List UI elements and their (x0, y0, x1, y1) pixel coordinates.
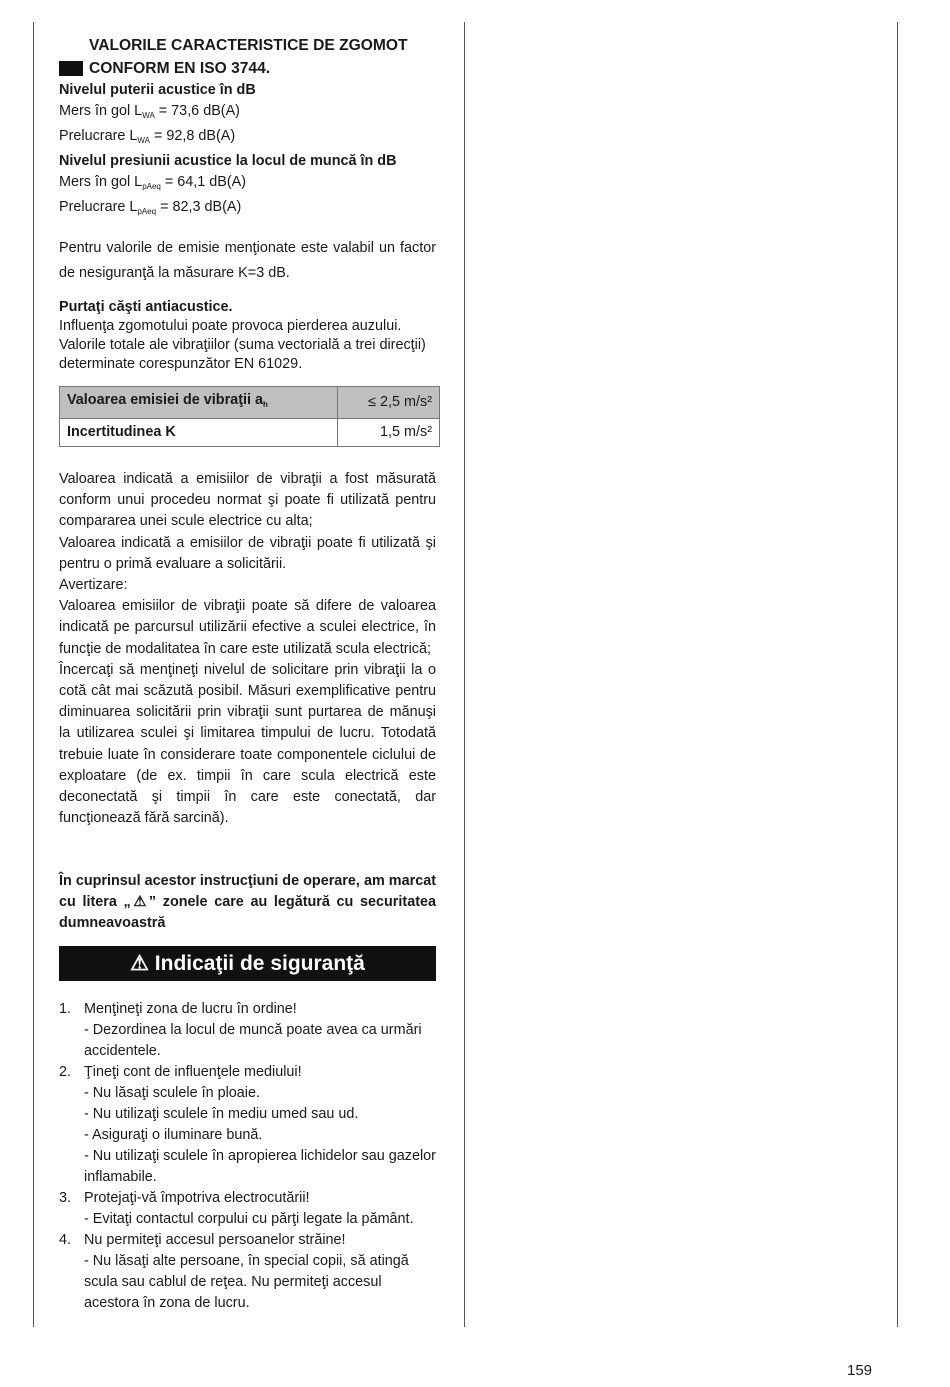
vibration-text (59, 469, 436, 829)
uncertainty-paragraph: Pentru valorile de emisie menţionate este valabil un factor de nesiguranţă la măsurare K=3 dB. (59, 240, 436, 281)
noise-heading (59, 34, 436, 80)
vibration-uncertainty-row (60, 419, 440, 447)
sound-pressure-title: Nivelul presiunii acustice la locul de muncă în dB (59, 153, 397, 169)
list-item-sub: - Nu utilizaţi sculele în apropierea lichidelor sau gazelor inflamabile. (84, 1148, 436, 1186)
list-item: 1. Menţineţi zona de lucru în ordine! - Dezordinea la locul de muncă poate avea ca urmări accidentele. (59, 999, 436, 1062)
list-item-sub: - Evitaţi contactul corpului cu părţi legate la pământ. (84, 1211, 414, 1228)
page-number: 159 (847, 1362, 873, 1379)
black-marker-icon (59, 61, 83, 76)
right-column-rule (897, 22, 898, 1327)
left-column-rule (33, 22, 34, 1327)
list-item-title: Menţineţi zona de lucru în ordine! (84, 1001, 297, 1018)
safety-marker-note: În cuprinsul acestor instrucţiuni de operare, am marcat cu litera „⚠” zonele care au legătură cu securitatea dumneavoastră (59, 873, 436, 932)
list-item-sub: - Nu lăsaţi alte persoane, în special copii, să atingă scula sau cablul de reţea. Nu permiteţi accesul acestora în zona de lucru. (84, 1253, 409, 1312)
noise-heading-line2: CONFORM EN ISO 3744. (89, 60, 271, 77)
center-column-rule (464, 22, 465, 1327)
ear-protection-text: Influenţa zgomotului poate provoca pierderea auzului. Valorile totale ale vibraţiilor (suma vectorială a trei direcţii) determinate corespunzător EN 61029. (59, 318, 426, 372)
safety-list (59, 999, 436, 1314)
vibration-emission-label: Valoarea emisiei de vibraţii $a_h$ (60, 387, 338, 419)
list-item-sub: - Asiguraţi o iluminare bună. (84, 1127, 263, 1144)
list-item-title: Nu permiteţi accesul persoanelor străine! (84, 1232, 346, 1249)
safety-banner: ⚠ Indicaţii de siguranţă (59, 946, 436, 981)
noise-heading-line1: VALORILE CARACTERISTICE DE ZGOMOT (89, 37, 408, 54)
list-item-title: Ţineţi cont de influenţele mediului! (84, 1064, 302, 1081)
vibration-paragraph: Valoarea emisiilor de vibraţii poate să difere de valoarea indicată pe parcursul utilizării efective a sculei electrice, în funcţie de modalitatea în care este utilizată scula electrică; (59, 598, 436, 657)
left-column (59, 34, 436, 1314)
list-item-title: Protejaţi-vă împotriva electrocutării! (84, 1190, 310, 1207)
vibration-paragraph: Valoarea indicată a emisiilor de vibraţii poate fi utilizată şi pentru o primă evaluare a solicitării. (59, 534, 436, 572)
ear-protection-title: Purtaţi căşti antiacustice. (59, 299, 233, 315)
vibration-table (59, 386, 440, 447)
sound-pressure-idle: Mers în gol $L_{pAeq} = 64,1$ dB(A) (59, 174, 247, 191)
vibration-emission-value: ≤ 2,5 m/s² (338, 387, 440, 419)
list-item: 2. Ţineţi cont de influenţele mediului! - Nu lăsaţi sculele în ploaie. - Nu utilizaţi sculele în mediu umed sau ud. - Asiguraţi o iluminare bună. - Nu utilizaţi sculele în apropierea lichidelor sau gazelor inflamabile. (59, 1062, 436, 1188)
list-item-sub: - Nu lăsaţi sculele în ploaie. (84, 1085, 260, 1102)
sound-power-title: Nivelul puterii acustice în dB (59, 82, 256, 98)
vibration-paragraph: Avertizare: (59, 577, 128, 594)
list-item-sub: - Nu utilizaţi sculele în mediu umed sau ud. (84, 1106, 359, 1123)
sound-pressure-work: Prelucrare $L_{pAeq} = 82,3$ dB(A) (59, 199, 242, 216)
vibration-uncertainty-value: 1,5 m/s² (338, 419, 440, 447)
vibration-paragraph: Valoarea indicată a emisiilor de vibraţii a fost măsurată conform unui procedeu normat şi poate fi utilizată pentru compararea unei scule electrice cu alta; (59, 471, 436, 530)
sound-power-work: Prelucrare $L_{WA} = 92,8$ dB(A) (59, 128, 236, 145)
list-item-sub: - Dezordinea la locul de muncă poate avea ca urmări accidentele. (84, 1022, 422, 1060)
vibration-uncertainty-label: Incertitudinea K (60, 419, 338, 447)
vibration-emission-row (60, 387, 440, 419)
vibration-paragraph: Încercaţi să menţineţi nivelul de solicitare prin vibraţii la o cotă cât mai scăzută posibil. Măsuri exemplificative pentru diminuarea solicitării prin vibraţii sunt purtarea de mănuşi la utilizarea sculei şi limitarea timpului de lucru. Totodată trebuie luate în considerare toate componentele ciclului de exploatare (de ex. timpii în care scula electrică este deconectată şi timpii în care este conectată, dar funcţionează fără sarcină). (59, 661, 436, 827)
sound-power-idle: Mers în gol $L_{WA} = 73,6$ dB(A) (59, 103, 240, 120)
list-item: 4. Nu permiteţi accesul persoanelor străine! - Nu lăsaţi alte persoane, în special copii, să atingă scula sau cablul de reţea. Nu permiteţi accesul acestora în zona de lucru. (59, 1230, 436, 1314)
list-item: 3. Protejaţi-vă împotriva electrocutării! - Evitaţi contactul corpului cu părţi legate la pământ. (59, 1188, 436, 1230)
